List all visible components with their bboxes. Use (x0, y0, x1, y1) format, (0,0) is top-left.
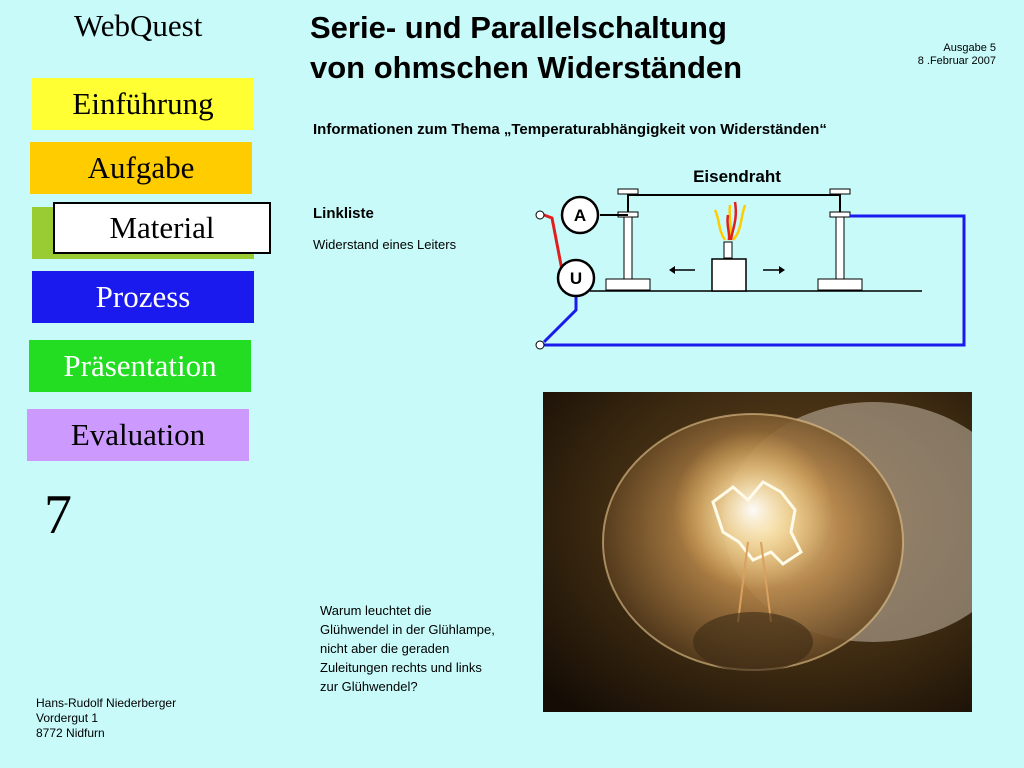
page-title-line-2: von ohmschen Widerständen (310, 50, 743, 85)
nav-material-label: Material (109, 210, 215, 245)
question-text (320, 601, 540, 696)
ammeter-label: A (573, 206, 587, 225)
nav-prozess-label: Prozess (95, 279, 191, 314)
question-line: Glühwendel in der Glühlampe, (320, 622, 495, 637)
red-wire (544, 215, 562, 270)
link-widerstand-leiter[interactable]: Widerstand eines Leiters (313, 237, 457, 252)
nav-evaluation-button[interactable] (27, 409, 249, 461)
blue-wire-lower (544, 290, 576, 342)
page-title-line-1: Serie- und Parallelschaltung (310, 10, 727, 45)
terminal-top (536, 211, 544, 219)
nav-material-button[interactable] (53, 202, 271, 254)
nav-aufgabe-button[interactable] (30, 142, 252, 194)
terminal-bottom (536, 341, 544, 349)
nav-praesentation-button[interactable] (29, 340, 251, 392)
webquest-logo-text: WebQuest (74, 8, 203, 43)
burner (712, 202, 746, 291)
issue-info (918, 42, 996, 68)
left-stand (606, 189, 650, 290)
issue-number: Ausgabe 5 (943, 42, 996, 54)
nav-prozess-button[interactable] (32, 271, 254, 323)
nav-aufgabe-label: Aufgabe (87, 150, 195, 185)
footer-city: 8772 Nidfurn (36, 726, 105, 740)
page-number: 7 (44, 484, 72, 546)
issue-date: 8 .Februar 2007 (917, 55, 996, 67)
nav-praesentation-label: Präsentation (63, 348, 217, 383)
right-stand (818, 189, 862, 290)
info-heading: Informationen zum Thema „Temperaturabhängigkeit von Widerständen“ (313, 121, 827, 138)
question-line: nicht aber die geraden (320, 641, 450, 656)
author-footer (36, 696, 176, 741)
question-line: zur Glühwendel? (320, 679, 418, 694)
diagram-label-eisendraht: Eisendraht (693, 167, 781, 186)
question-line: Warum leuchtet die (320, 603, 432, 618)
nav-einfuehrung-button[interactable]: Einführung (32, 78, 254, 130)
footer-street: Vordergut 1 (36, 711, 99, 725)
circuit-diagram (530, 160, 970, 360)
page-title (310, 8, 742, 88)
voltmeter-label: U (569, 269, 583, 288)
question-line: Zuleitungen rechts und links (320, 660, 482, 675)
footer-name: Hans-Rudolf Niederberger (36, 696, 177, 710)
linklist-heading: Linkliste (313, 205, 374, 222)
nav-evaluation-label: Evaluation (70, 417, 206, 452)
light-bulb-photo (543, 392, 972, 712)
